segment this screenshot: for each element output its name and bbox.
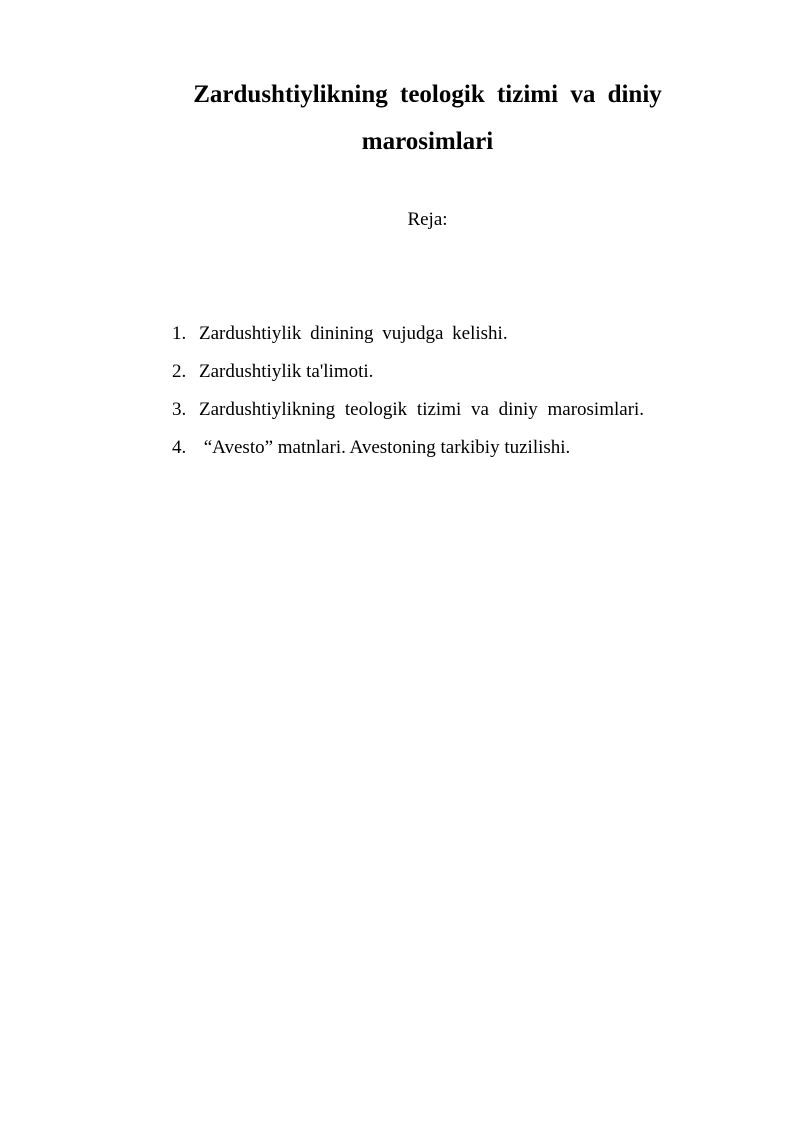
plan-item-number: 1. bbox=[172, 323, 187, 344]
plan-item-text: Zardushtiylik dinining vujudga kelishi. bbox=[199, 323, 508, 344]
plan-item bbox=[172, 391, 644, 429]
plan-item-number: 2. bbox=[172, 361, 187, 382]
plan-item-number: 4. bbox=[172, 437, 187, 458]
title-line-2: marosimlari bbox=[361, 128, 494, 155]
plan-item-text: Zardushtiylikning teologik tizimi va diniy marosimlari. bbox=[199, 399, 645, 420]
plan-item bbox=[172, 315, 644, 353]
plan-item bbox=[172, 353, 644, 391]
title-line-1: Zardushtiylikning teologik tizimi va diniy bbox=[193, 81, 662, 108]
plan-heading: Reja: bbox=[407, 209, 448, 230]
plan-item bbox=[172, 429, 644, 467]
document-title bbox=[150, 71, 705, 165]
plan-item-text: Zardushtiylik ta'limoti. bbox=[199, 361, 374, 382]
plan-item-text: “Avesto” matnlari. Avestoning tarkibiy tuzilishi. bbox=[199, 437, 571, 458]
plan-item-number: 3. bbox=[172, 399, 187, 420]
plan-list bbox=[172, 315, 644, 467]
